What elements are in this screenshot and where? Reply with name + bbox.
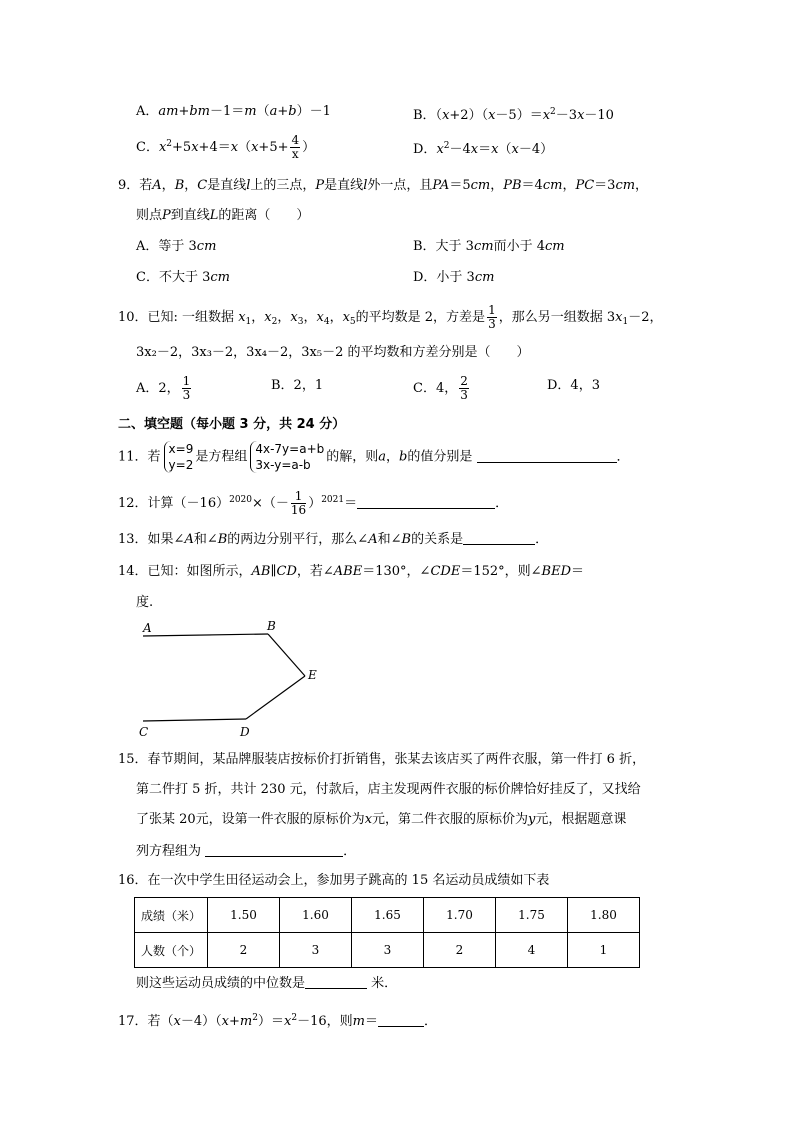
label-b: B bbox=[267, 619, 276, 633]
q15-line1: 15．春节期间，某品牌服装店按标价打折销售，张某去该店买了两件衣服，第一件打 6 折， bbox=[118, 752, 646, 767]
table-cell: 1.80 bbox=[568, 898, 640, 933]
q10-option-a: A．2， $\frac{1}{3}$ bbox=[136, 374, 191, 402]
q9-option-d: D．小于 3cm bbox=[413, 270, 495, 285]
q15-line3: 了张某 20元，设第一件衣服的原标价为x元，第二件衣服的原标价为y元，根据题意课 bbox=[136, 812, 627, 827]
table-cell: 人数（个） bbox=[135, 933, 208, 968]
label-c: C bbox=[139, 725, 149, 739]
table-cell: 1.60 bbox=[280, 898, 352, 933]
geometry-figure bbox=[134, 618, 334, 742]
segment-be bbox=[268, 634, 305, 676]
table-cell: 2 bbox=[208, 933, 280, 968]
answer-blank[interactable] bbox=[378, 1012, 424, 1027]
q9-stem-line1: 9．若A，B，C是直线l上的三点，P是直线l外一点，且PA＝5cm，PB＝4cm，PC＝3cm， bbox=[118, 178, 649, 193]
answer-blank[interactable] bbox=[305, 974, 367, 989]
section-heading: 二、填空题（每小题 3 分，共 24 分） bbox=[118, 417, 346, 432]
table-cell: 1.65 bbox=[352, 898, 424, 933]
q8-option-c: C．$x^2+5x+4=x(x+5+$ $\frac{4}{x}$ ） bbox=[136, 133, 316, 161]
q9-option-c: C．不大于 3cm bbox=[136, 270, 230, 285]
answer-blank[interactable] bbox=[477, 448, 617, 463]
q10-option-c: C．4， $\frac{2}{3}$ bbox=[413, 374, 468, 402]
score-table bbox=[134, 897, 640, 968]
answer-blank[interactable] bbox=[463, 530, 535, 545]
segment-ab bbox=[143, 634, 268, 636]
q16-after: 则这些运动员成绩的中位数是 米． bbox=[136, 976, 398, 991]
q8-option-b: B．$(x+2)(x-5)=x^2-3x-10$ bbox=[413, 107, 614, 123]
table-cell: 1.50 bbox=[208, 898, 280, 933]
fraction: $\frac{4}{x}$ bbox=[291, 133, 300, 161]
q14-stem-line2: 度. bbox=[136, 595, 154, 610]
table-row bbox=[135, 898, 640, 933]
q9-option-b: B．大于 3cm而小于 4cm bbox=[413, 239, 565, 254]
q11-stem: 11．若 x=9 y=2 是方程组 4x-7y=a+b 3x-y=a-b 的解，则a，b的值分别是 ． bbox=[118, 442, 630, 472]
label-a: A bbox=[143, 621, 152, 635]
q13-stem: 13．如果∠A和∠B的两边分别平行，那么∠A和∠B的关系是 ． bbox=[118, 532, 549, 547]
q10-option-d: D．4，3 bbox=[547, 378, 600, 393]
fraction: $\frac{1}{3}$ bbox=[182, 374, 191, 402]
q12-stem: 12．计算$(-16)^{2020}\times(-$ $\frac{1}{16}$ ）$^{2021}$＝ ． bbox=[118, 489, 509, 517]
q10-stem-line2: 3x₂－2，3x₃－2，3x₄－2，3x₅－2 的平均数和方差分别是（ ） bbox=[136, 345, 530, 360]
equation-system-2: 4x-7y=a+b 3x-y=a-b bbox=[250, 441, 324, 473]
q17-stem: 17．若$(x-4)(x+m^2)=x^2-16$，则m＝ ． bbox=[118, 1013, 437, 1029]
segment-ed bbox=[246, 676, 305, 719]
table-cell: 3 bbox=[280, 933, 352, 968]
q10-option-b: B．2，1 bbox=[271, 378, 324, 393]
table-cell: 3 bbox=[352, 933, 424, 968]
answer-blank[interactable] bbox=[357, 494, 495, 509]
answer-blank[interactable] bbox=[205, 842, 343, 857]
equation-system-1: x=9 y=2 bbox=[164, 441, 194, 473]
label-d: D bbox=[240, 725, 250, 739]
q15-line2: 第二件打 5 折，共计 230 元，付款后，店主发现两件衣服的标价牌恰好挂反了，又找给 bbox=[136, 782, 641, 797]
q8-option-a: A．am+bm－1＝m（a+b）－1 bbox=[136, 104, 331, 119]
table-cell: 1.70 bbox=[424, 898, 496, 933]
q9-stem-line2: 则点P到直线L的距离（ ） bbox=[136, 208, 310, 223]
q9-option-a: A．等于 3cm bbox=[136, 239, 217, 254]
q15-line4: 列方程组为 ． bbox=[136, 844, 357, 859]
fraction: $\frac{2}{3}$ bbox=[460, 374, 468, 402]
table-cell: 2 bbox=[424, 933, 496, 968]
table-cell: 1.75 bbox=[496, 898, 568, 933]
q10-stem-line1: 10．已知: 一组数据 $x_1$，$x_2$，$x_3$，$x_4$，$x_5$的平均数是 2，方差是 $\frac{1}{3}$ ，那么另一组数据 $3x_1-2$， bbox=[118, 303, 663, 331]
table-cell: 成绩（米） bbox=[135, 898, 208, 933]
table-cell: 1 bbox=[568, 933, 640, 968]
table-cell: 4 bbox=[496, 933, 568, 968]
label-e: E bbox=[308, 668, 317, 682]
q8-option-d: D．$x^2-4x=x(x-4)$ bbox=[413, 141, 554, 157]
q14-stem-line1: 14．已知：如图所示，AB∥CD，若∠ABE＝130°，∠CDE＝152°，则∠BED＝ bbox=[118, 564, 585, 579]
fraction: $\frac{1}{16}$ bbox=[290, 489, 307, 517]
q16-line1: 16．在一次中学生田径运动会上，参加男子跳高的 15 名运动员成绩如下表 bbox=[118, 873, 550, 888]
table-row bbox=[135, 933, 640, 968]
segment-cd bbox=[143, 719, 246, 721]
fraction: $\frac{1}{3}$ bbox=[488, 303, 496, 331]
